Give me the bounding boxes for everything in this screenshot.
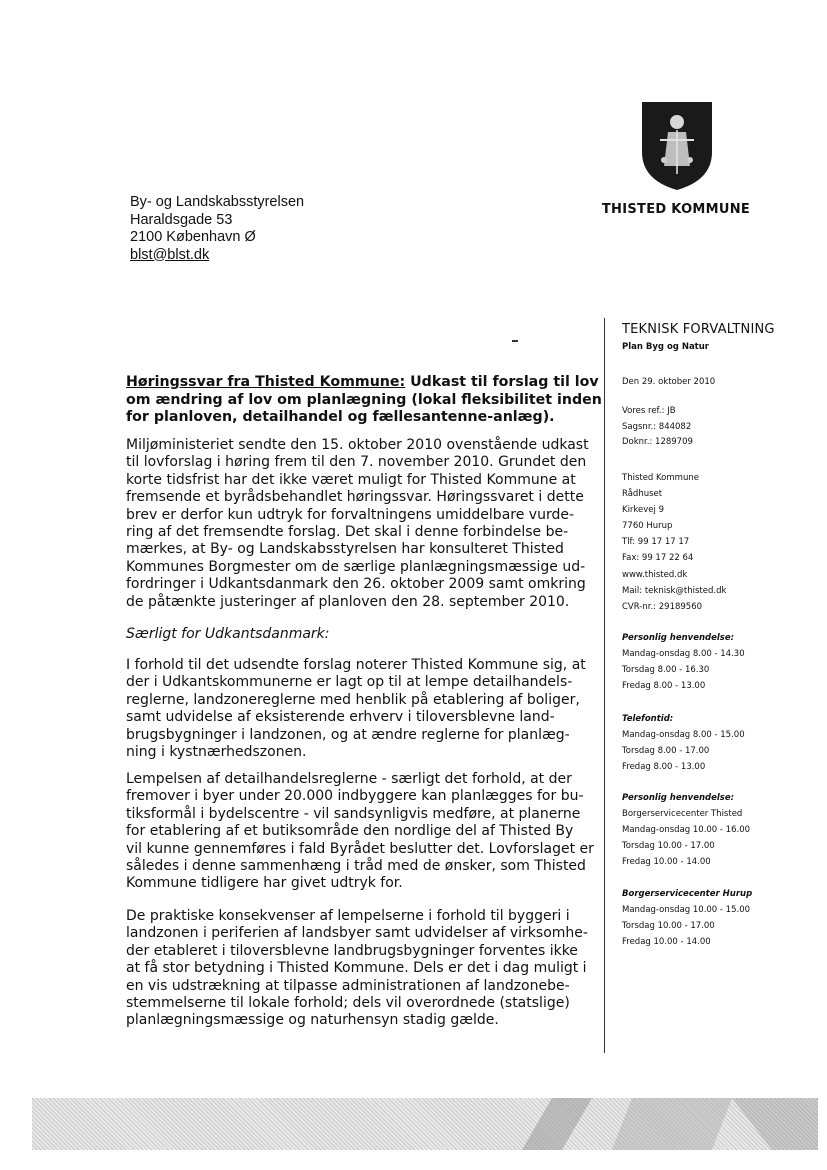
contact-line: Fax: 99 17 22 64 [622,553,694,564]
email-link[interactable]: Mail: teknisk@thisted.dk [622,585,727,596]
text-line: samt udvidelse af eksisterende erhverv i tiloversblevne land- [126,709,555,726]
opening-hours-phone [622,711,745,775]
kommune-name: THISTED KOMMUNE [601,202,751,217]
text-line: mærkes, at By- og Landskabsstyrelsen har konsulteret Thisted [126,541,564,558]
text-line: tiksformål i bydelscentre - vil sandsynligvis medføre, at planerne [126,805,581,822]
contact-line: Rådhuset [622,489,663,500]
text-line: der etableret i tiloversblevne landbrugsbygninger forventes ikke [126,942,578,959]
text-line: fordringer i Udkantsdanmark den 26. oktober 2009 samt omkring [126,576,586,593]
hours-line: Mandag-onsdag 10.00 - 16.00 [622,825,751,835]
text-line: for etablering af et butiksområde den nordlige del af Thisted By [126,823,574,840]
hours-line: Fredag 8.00 - 13.00 [622,681,706,691]
text-line: der i Udkantskommunerne er lagt op til at lempe detailhandels- [126,674,573,691]
letter-title [126,374,604,427]
opening-hours-hurup [622,886,752,950]
opening-hours-thisted [622,790,750,870]
text-line: landzonen i periferien af landsbyer samt udvidelser af virksomhe- [126,925,588,942]
text-line: Miljøministeriet sendte den 15. oktober 2010 ovenstående udkast [126,437,589,453]
text-line: ring af det fremsendte forslag. Det skal i denne forbindelse be- [126,524,569,541]
hours-subtitle: Borgerservicecenter Thisted [622,809,743,819]
text-line: brev er derfor kun udtryk for forvaltningens umiddelbare vurde- [126,506,574,523]
department-name: TEKNISK FORVALTNING [622,322,775,337]
recipient-email-link[interactable]: blst@blst.dk [130,246,210,263]
scan-footer-band [32,1098,818,1150]
hours-line: Fredag 10.00 - 14.00 [622,857,711,867]
title-text: for planloven, detailhandel og fællesantenne-anlæg). [126,409,555,425]
scan-mark [512,340,518,342]
contact-line: Thisted Kommune [622,473,699,483]
coat-of-arms-icon [640,100,714,192]
text-line: vil kunne gennemføres i fald Byrådet beslutter det. Lovforslaget er [126,840,594,857]
contact-line: CVR-nr.: 29189560 [622,601,703,612]
text-line: fremover i byer under 20.000 indbyggere kan planlægges for bu- [126,788,584,805]
recipient-line: By- og Landskabsstyrelsen [130,194,305,210]
hours-title: Telefontid: [622,714,674,724]
hours-line: Mandag-onsdag 8.00 - 14.30 [622,649,745,659]
reference-block [622,404,693,451]
letter-date: Den 29. oktober 2010 [622,377,716,387]
recipient-line: Haraldsgade 53 [130,211,233,228]
hours-title: Borgerservicecenter Hurup [622,889,753,899]
paragraph-4 [126,908,604,1030]
website-link[interactable]: www.thisted.dk [622,569,688,580]
reference-line: Doknr.: 1289709 [622,437,693,447]
text-line: at få stor betydning i Thisted Kommune. Dels er det i dag muligt i [126,960,587,977]
hours-title: Personlig henvendelse: [622,633,734,643]
hours-line: Fredag 8.00 - 13.00 [622,762,706,772]
text-line: brugsbygninger i landzonen, og at ændre reglerne for planlæg- [126,726,570,743]
text-line: Kommunes Borgmester om de særlige planlægningsmæssige ud- [126,558,586,575]
opening-hours-personal [622,630,745,694]
text-line: de påtænkte justeringer af planloven den 28. september 2010. [126,593,570,610]
contact-line: Kirkevej 9 [622,505,665,516]
text-line: reglerne, landzonereglerne med henblik på etablering af boliger, [126,691,580,708]
paragraph-1 [126,437,604,611]
paragraph-2 [126,657,604,761]
sidebar-divider [604,318,605,1053]
hours-line: Mandag-onsdag 8.00 - 15.00 [622,730,745,740]
text-line: Lempelsen af detailhandelsreglerne - særligt det forhold, at der [126,771,572,787]
hours-line: Torsdag 8.00 - 16.30 [622,665,710,675]
title-text: Udkast til forslag til lov [405,374,599,390]
hours-line: Torsdag 8.00 - 17.00 [622,746,710,756]
text-line: korte tidsfrist har det ikke været muligt for Thisted Kommune at [126,471,576,488]
text-line: De praktiske konsekvenser af lempelserne i forhold til byggeri i [126,908,570,924]
hours-line: Fredag 10.00 - 14.00 [622,937,711,947]
text-line: fremsende et byrådsbehandlet høringssvar. Høringssvaret i dette [126,489,584,506]
reference-line: Vores ref.: JB [622,406,676,416]
text-line: ning i kystnærhedszonen. [126,744,307,761]
reference-line: Sagsnr.: 844082 [622,421,692,432]
recipient-address [130,194,304,264]
contact-block [622,470,726,615]
footer-pattern-icon [32,1098,818,1150]
hours-line: Torsdag 10.00 - 17.00 [622,921,715,931]
subdepartment-name: Plan Byg og Natur [622,342,709,352]
hours-line: Mandag-onsdag 10.00 - 15.00 [622,905,751,915]
contact-line: 7760 Hurup [622,521,673,532]
title-text: om ændring af lov om planlægning (lokal fleksibilitet inden [126,391,602,408]
title-underlined: Høringssvar fra Thisted Kommune: [126,374,406,390]
paragraph-3 [126,771,604,893]
contact-line: Tlf: 99 17 17 17 [622,537,690,548]
recipient-line: 2100 København Ø [130,229,256,245]
text-line: til lovforslag i høring frem til den 7. november 2010. Grundet den [126,454,587,471]
text-line: en vis udstrækning at tilpasse administrationen af landzonebe- [126,977,570,994]
text-line: stemmelserne til lokale forhold; dels vil overordnede (statslige) [126,995,570,1012]
hours-line: Torsdag 10.00 - 17.00 [622,841,715,851]
text-line: Kommune tidligere har givet udtryk for. [126,875,403,892]
hours-title: Personlig henvendelse: [622,793,734,803]
text-line: således i denne sammenhæng i tråd med de ønsker, som Thisted [126,858,586,875]
text-line: planlægningsmæssige og naturhensyn stadig gælde. [126,1012,499,1029]
section-subheading: Særligt for Udkantsdanmark: [126,626,330,642]
text-line: I forhold til det udsendte forslag noterer Thisted Kommune sig, at [126,657,586,673]
